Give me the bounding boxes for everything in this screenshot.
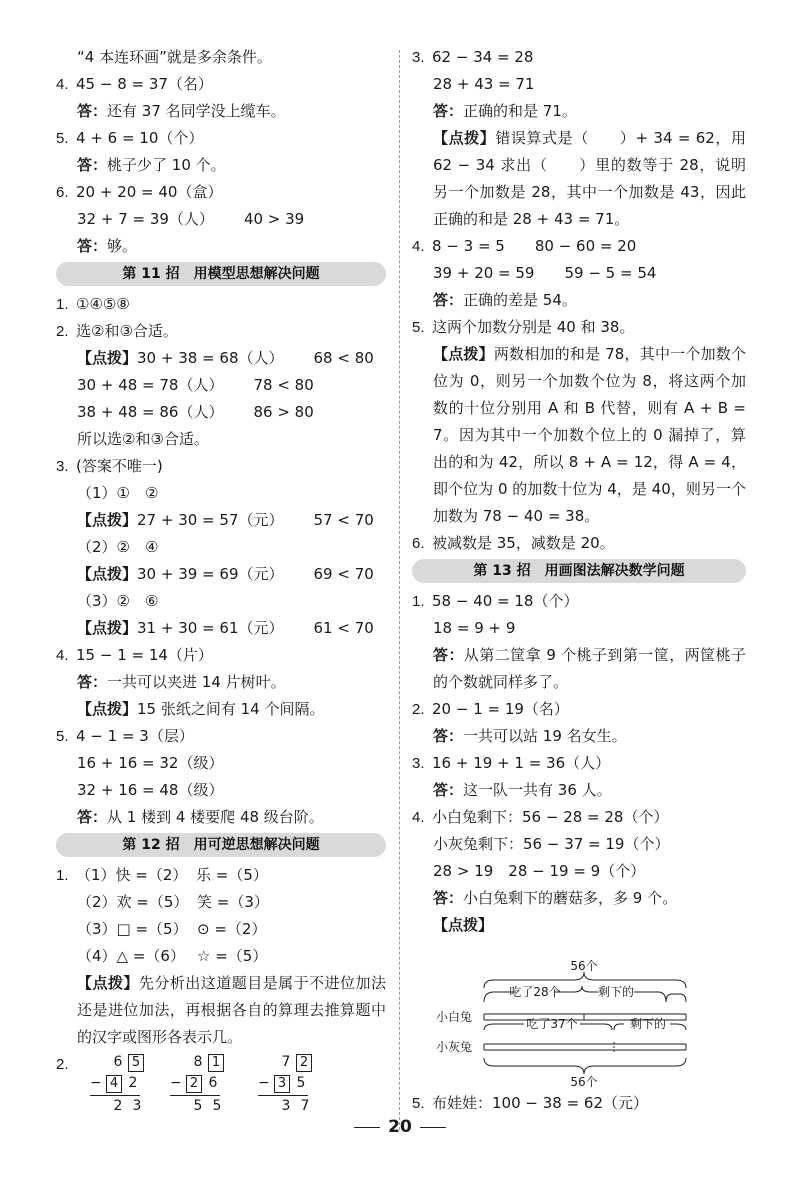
answer-box: 2 xyxy=(186,1075,202,1093)
item-number: 5. xyxy=(56,728,69,745)
item-number: 1. xyxy=(56,867,69,884)
answer-text: 桃子少了 10 个。 xyxy=(107,156,226,174)
answer-text: 被减数是 35，减数是 20。 xyxy=(432,534,615,552)
equation: 27 + 30 = 57（元） xyxy=(137,511,284,529)
choice-line: （1）① ② xyxy=(77,484,159,502)
digit: 3 xyxy=(281,1098,291,1114)
answer-label: 答： xyxy=(77,156,108,174)
digit: 2 xyxy=(113,1098,123,1114)
left-brace-white xyxy=(666,994,686,1002)
item-number: 2. xyxy=(56,1056,69,1073)
answer-label: 答： xyxy=(433,102,464,120)
answer-text: 从 1 楼到 4 楼要爬 48 级台阶。 xyxy=(107,808,324,826)
equation: 16 + 19 + 1 = 36（人） xyxy=(432,754,611,772)
left-gray-label: 剩下的 xyxy=(629,1017,667,1031)
equation: 45 − 8 = 37（名） xyxy=(76,75,213,93)
equation: 58 − 40 = 18（个） xyxy=(432,592,579,610)
item-number: 2. xyxy=(412,701,425,718)
symbol-answer: （2）欢 =（5） xyxy=(77,893,189,911)
comparison: 40 > 39 xyxy=(243,210,305,228)
answer-text: 正确的和是 71。 xyxy=(463,102,577,120)
equation: 小白兔剩下：56 − 28 = 28（个） xyxy=(432,808,669,826)
equation: 28 > 19 28 − 19 = 9（个） xyxy=(433,862,646,880)
equation: 38 + 48 = 86（人） xyxy=(77,403,224,421)
total-bottom-label: 56个 xyxy=(570,1075,598,1088)
answer-text: ①④⑤⑧ xyxy=(76,295,130,313)
comparison: 86 > 80 xyxy=(253,403,314,421)
page-number: 20 xyxy=(388,1117,412,1137)
hint-label: 【点拨】 xyxy=(77,619,138,637)
hint-text: 错误算式是（ ）+ 34 = 62，用 62 − 34 求出（ ）里的数等于 28，说明另一个加数是 28，其中一个加数是 43，因此正确的和是 28 + 43 = 71。 xyxy=(433,129,746,228)
equation: 80 − 60 = 20 xyxy=(534,237,637,255)
equation: 8 − 3 = 5 xyxy=(432,237,505,255)
answer-label: 答： xyxy=(77,237,108,255)
equation: 16 + 16 = 32（级） xyxy=(77,754,224,772)
digit: 2 xyxy=(128,1075,138,1091)
equation: 18 = 9 + 9 xyxy=(433,619,516,637)
symbol-answer: （3）□ =（5） xyxy=(77,920,188,938)
hint-text: 15 张纸之间有 14 个间隔。 xyxy=(137,700,325,718)
vertical-subtraction-1 xyxy=(90,1052,146,1117)
item-number: 5. xyxy=(412,1095,425,1112)
answer-box: 3 xyxy=(274,1075,290,1093)
hint-label: 【点拨】 xyxy=(433,129,496,147)
hint-label: 【点拨】 xyxy=(433,345,494,363)
item-number: 1. xyxy=(412,593,425,610)
total-brace-bottom xyxy=(484,1058,686,1074)
equation: 39 + 20 = 59 xyxy=(433,264,535,282)
item-number: 5. xyxy=(412,319,425,336)
answer-text: 一共可以夹进 14 片树叶。 xyxy=(107,673,286,691)
minus-sign: − xyxy=(170,1075,182,1091)
answer-text: 正确的差是 54。 xyxy=(463,291,577,309)
item-number: 3. xyxy=(412,755,425,772)
equation: 32 + 7 = 39（人） xyxy=(77,210,214,228)
equation: 20 − 1 = 19（名） xyxy=(432,700,569,718)
answer-text: 小白兔剩下的蘑菇多，多 9 个。 xyxy=(463,889,678,907)
gray-rabbit-label: 小灰兔 xyxy=(436,1040,473,1054)
hint-label: 【点拨】 xyxy=(433,916,494,934)
digit: 5 xyxy=(296,1075,306,1091)
digit: 6 xyxy=(208,1075,218,1091)
answer-label: 答： xyxy=(433,781,464,799)
answer-label: 答： xyxy=(77,102,108,120)
hint-text: 先分析出这道题目是属于不进位加法还是进位加法，再根据各自的算理去推算题中的汉字或图形各表示几。 xyxy=(77,974,386,1046)
ate-gray-label: 吃了37个 xyxy=(526,1017,578,1031)
digit: 5 xyxy=(193,1098,203,1114)
digit: 7 xyxy=(281,1054,291,1070)
section-header-11: 第 11 招 用模型思想解决问题 xyxy=(56,262,386,286)
hint-label: 【点拨】 xyxy=(77,511,138,529)
item-number: 6. xyxy=(412,535,425,552)
equation: 28 + 43 = 71 xyxy=(433,75,535,93)
answer-text: 一共可以站 19 名女生。 xyxy=(463,727,627,745)
choice-line: （2）② ④ xyxy=(77,538,159,556)
digit: 8 xyxy=(193,1054,203,1070)
answer-box: 1 xyxy=(208,1054,224,1072)
answer-text: 够。 xyxy=(107,237,138,255)
answer-box: 5 xyxy=(128,1054,144,1072)
answer-text: 还有 37 名同学没上缆车。 xyxy=(107,102,286,120)
equation: 4 − 1 = 3（层） xyxy=(76,727,194,745)
hint-label: 【点拨】 xyxy=(77,974,139,992)
item-number: 4. xyxy=(56,76,69,93)
equation: 30 + 38 = 68（人） xyxy=(137,349,284,367)
answer-label: 答： xyxy=(77,673,108,691)
minus-sign: − xyxy=(90,1075,102,1091)
comparison: 57 < 70 xyxy=(313,511,374,529)
answer-text: 这两个加数分别是 40 和 38。 xyxy=(432,318,635,336)
text-line: “4 本连环画”就是多余条件。 xyxy=(77,48,272,66)
hint-label: 【点拨】 xyxy=(77,349,138,367)
answer-label: 答： xyxy=(433,727,464,745)
item-number: 1. xyxy=(56,296,69,313)
equation: 4 + 6 = 10（个） xyxy=(76,129,204,147)
item-number: 4. xyxy=(56,647,69,664)
equation: 小灰兔剩下：56 − 37 = 19（个） xyxy=(433,835,670,853)
item-number: 4. xyxy=(412,238,425,255)
symbol-answer: 笑 =（3） xyxy=(197,893,269,911)
symbol-answer: （1）快 =（2） xyxy=(76,866,188,884)
item-number: 2. xyxy=(56,323,69,340)
left-column xyxy=(56,44,386,1121)
section-header-13: 第 13 招 用画图法解决数学问题 xyxy=(412,559,746,583)
ate-white-label: 吃了28个 xyxy=(509,985,561,999)
item-number: 4. xyxy=(412,809,425,826)
column-divider xyxy=(399,50,400,1130)
symbol-answer: ☆ =（5） xyxy=(197,947,268,965)
answer-label: 答： xyxy=(77,808,108,826)
answer-text: 选②和③合适。 xyxy=(76,322,178,340)
text-line: 所以选②和③合适。 xyxy=(77,430,209,448)
left-white-label: 剩下的 xyxy=(597,985,635,999)
comparison: 69 < 70 xyxy=(313,565,374,583)
hint-label: 【点拨】 xyxy=(77,700,138,718)
comparison: 78 < 80 xyxy=(253,376,314,394)
equation: 15 − 1 = 14（片） xyxy=(76,646,213,664)
equation: 30 + 48 = 78（人） xyxy=(77,376,224,394)
answer-label: 答： xyxy=(433,889,464,907)
symbol-answer: ⊙ =（2） xyxy=(197,920,267,938)
line-segment-diagram xyxy=(434,958,704,1088)
note: (答案不唯一) xyxy=(76,457,163,475)
equation: 62 − 34 = 28 xyxy=(432,48,534,66)
vertical-subtraction-3 xyxy=(258,1052,314,1117)
digit: 3 xyxy=(132,1098,142,1114)
last-item xyxy=(412,1090,746,1117)
equation: 30 + 39 = 69（元） xyxy=(137,565,284,583)
equation: 布娃娃：100 − 38 = 62（元） xyxy=(432,1094,649,1112)
answer-box: 4 xyxy=(106,1075,122,1093)
section-header-12: 第 12 招 用可逆思想解决问题 xyxy=(56,833,386,857)
dash-right xyxy=(420,1127,446,1128)
hint-label: 【点拨】 xyxy=(77,565,138,583)
hint-text: 两数相加的和是 78，其中一个加数个位为 0，则另一个加数个位为 8，将这两个加数的十位分别用 A 和 B 代替，则有 A + B = 7。因为其中一个加数个位上的 0 漏掉了，算出的和为 42，所以 8 + A = 12，得 A = 4，即个位为 0 的加数十位为 4，是 40，则另一个加数为 78 − 40 = 38。 xyxy=(433,345,746,525)
digit: 5 xyxy=(212,1098,222,1114)
comparison: 68 < 80 xyxy=(313,349,374,367)
symbol-answer: （4）△ =（6） xyxy=(77,947,185,965)
dash-left xyxy=(354,1127,380,1128)
equation: 31 + 30 = 61（元） xyxy=(137,619,284,637)
answer-text: 从第二筐拿 9 个桃子到第一筐，两筐桃子的个数就同样多了。 xyxy=(433,646,746,691)
digit: 6 xyxy=(113,1054,123,1070)
vertical-subtraction-2 xyxy=(170,1052,226,1117)
item-number: 6. xyxy=(56,184,69,201)
answer-label: 答： xyxy=(433,291,464,309)
item-number: 5. xyxy=(56,130,69,147)
right-column xyxy=(412,44,746,939)
minus-sign: − xyxy=(258,1075,270,1091)
white-rabbit-label: 小白兔 xyxy=(436,1010,473,1024)
equation: 20 + 20 = 40（盒） xyxy=(76,183,223,201)
equation: 32 + 16 = 48（级） xyxy=(77,781,224,799)
page-number-row xyxy=(0,1117,800,1137)
item-number: 3. xyxy=(56,458,69,475)
comparison: 61 < 70 xyxy=(313,619,374,637)
item-number: 3. xyxy=(412,49,425,66)
answer-text: 这一队一共有 36 人。 xyxy=(463,781,612,799)
answer-label: 答： xyxy=(433,646,464,664)
total-top-label: 56个 xyxy=(570,959,598,973)
equation: 59 − 5 = 54 xyxy=(564,264,657,282)
choice-line: （3）② ⑥ xyxy=(77,592,159,610)
digit: 7 xyxy=(300,1098,310,1114)
symbol-answer: 乐 =（5） xyxy=(196,866,268,884)
answer-box: 2 xyxy=(296,1054,312,1072)
